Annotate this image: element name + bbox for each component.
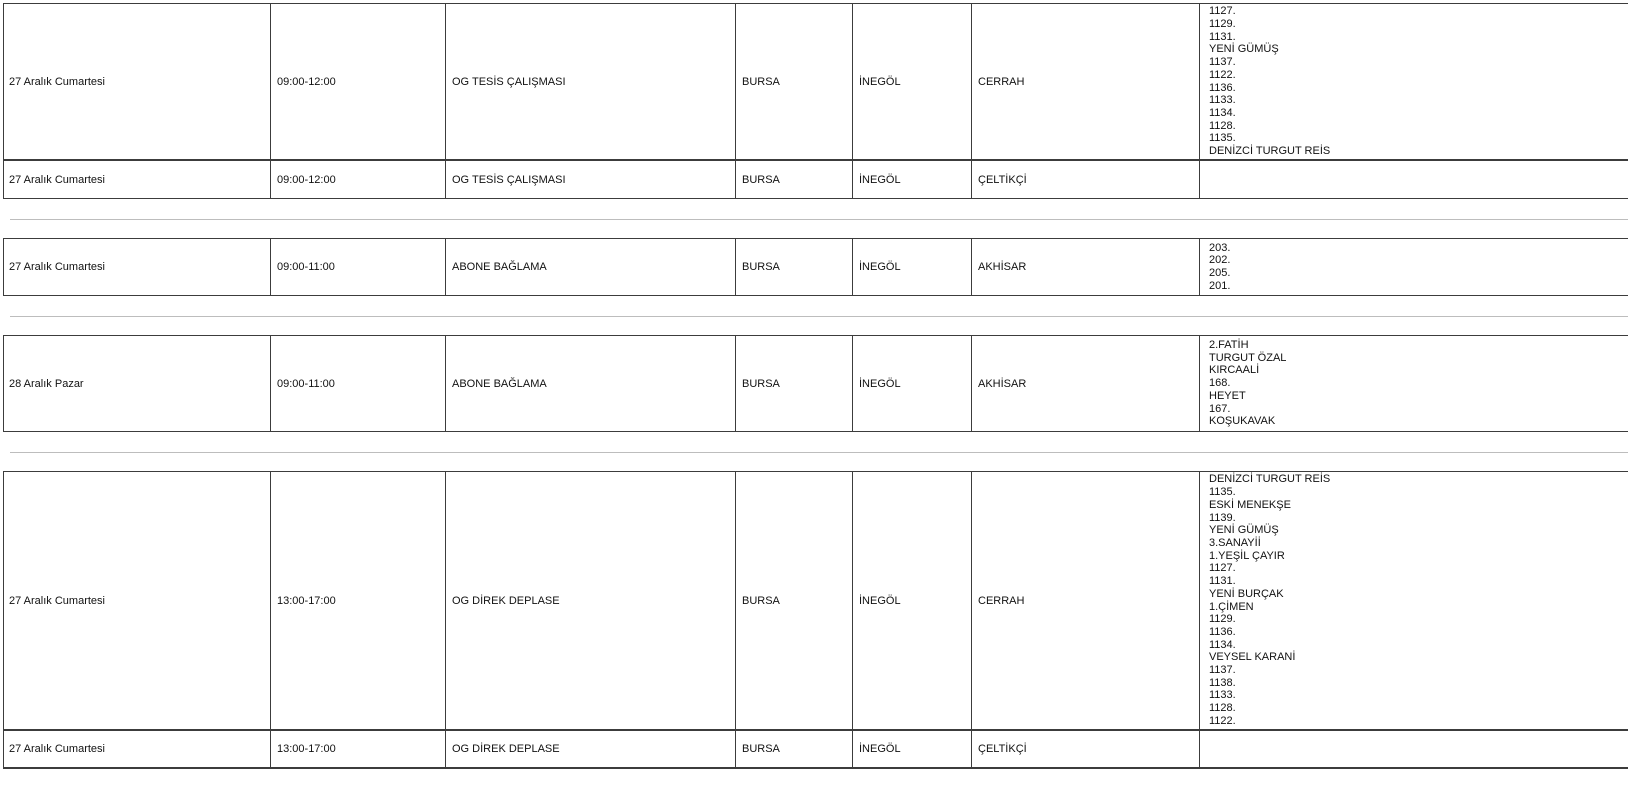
district-text: İNEGÖL bbox=[859, 743, 901, 755]
street-name: 167. bbox=[1209, 402, 1231, 415]
street-name: 1128. bbox=[1209, 119, 1236, 132]
time-cell bbox=[270, 160, 445, 199]
time-text: 09:00-11:00 bbox=[277, 377, 335, 390]
time-cell bbox=[270, 238, 445, 296]
district-cell bbox=[852, 3, 971, 160]
street-name: 1127. bbox=[1209, 5, 1236, 18]
table-row bbox=[0, 160, 1628, 199]
date-cell bbox=[3, 471, 270, 730]
date-cell bbox=[3, 730, 270, 768]
date-cell bbox=[3, 160, 270, 199]
street-name: 1133. bbox=[1209, 689, 1236, 702]
district-text: İNEGÖL bbox=[859, 261, 901, 273]
reason-cell bbox=[445, 730, 735, 768]
reason-text: ABONE BAĞLAMA bbox=[452, 377, 547, 390]
street-name: 1137. bbox=[1209, 664, 1236, 677]
street-name: 1135. bbox=[1209, 132, 1236, 145]
street-name: DENİZCİ TURGUT REİS bbox=[1209, 473, 1331, 486]
reason-cell bbox=[445, 238, 735, 296]
neighborhood-text: ÇELTİKÇİ bbox=[978, 743, 1027, 755]
street-name: 1134. bbox=[1209, 638, 1236, 651]
street-name: 2.FATİH bbox=[1209, 339, 1249, 352]
street-name: 202. bbox=[1209, 254, 1231, 267]
district-cell bbox=[852, 730, 971, 768]
neighborhood-text: CERRAH bbox=[978, 75, 1025, 88]
city-cell bbox=[735, 3, 852, 160]
city-text: BURSA bbox=[742, 173, 780, 186]
district-text: İNEGÖL bbox=[859, 75, 901, 88]
time-text: 13:00-17:00 bbox=[277, 743, 336, 755]
city-cell bbox=[735, 335, 852, 432]
date-text: 27 Aralık Cumartesi bbox=[9, 743, 105, 755]
street-name: 1134. bbox=[1209, 106, 1236, 119]
district-text: İNEGÖL bbox=[859, 173, 901, 186]
city-text: BURSA bbox=[742, 377, 780, 390]
district-text: İNEGÖL bbox=[859, 594, 901, 607]
neighborhood-cell bbox=[971, 238, 1199, 296]
time-text: 09:00-12:00 bbox=[277, 75, 336, 88]
street-name: 1135. bbox=[1209, 486, 1236, 499]
table-bottom-border bbox=[3, 768, 1628, 769]
street-name: 203. bbox=[1209, 241, 1231, 254]
neighborhood-text: AKHİSAR bbox=[978, 261, 1027, 273]
street-name: 205. bbox=[1209, 267, 1231, 279]
time-text: 13:00-17:00 bbox=[277, 594, 336, 607]
neighborhood-cell bbox=[971, 730, 1199, 768]
street-name: YENİ GÜMÜŞ bbox=[1209, 43, 1279, 56]
street-name: 168. bbox=[1209, 377, 1231, 390]
streets-cell bbox=[1199, 471, 1628, 730]
city-text: BURSA bbox=[742, 261, 780, 273]
district-cell bbox=[852, 160, 971, 199]
separator-rule bbox=[10, 316, 1628, 317]
street-name: YENİ BURÇAK bbox=[1209, 587, 1284, 600]
streets-cell bbox=[1199, 160, 1628, 199]
date-text: 27 Aralık Cumartesi bbox=[9, 75, 105, 88]
district-cell bbox=[852, 238, 971, 296]
neighborhood-cell bbox=[971, 335, 1199, 432]
neighborhood-cell bbox=[971, 3, 1199, 160]
neighborhood-text: CERRAH bbox=[978, 594, 1025, 607]
street-name: 1122. bbox=[1209, 68, 1236, 81]
street-name: YENİ GÜMÜŞ bbox=[1209, 524, 1279, 537]
streets-cell bbox=[1199, 730, 1628, 768]
reason-text: OG TESİS ÇALIŞMASI bbox=[452, 75, 566, 88]
city-cell bbox=[735, 471, 852, 730]
reason-cell bbox=[445, 3, 735, 160]
neighborhood-cell bbox=[971, 471, 1199, 730]
reason-cell bbox=[445, 471, 735, 730]
street-name: 1131. bbox=[1209, 30, 1236, 43]
separator-rule bbox=[10, 219, 1628, 220]
district-cell bbox=[852, 471, 971, 730]
street-name: 1127. bbox=[1209, 562, 1236, 575]
city-text: BURSA bbox=[742, 75, 780, 88]
date-text: 27 Aralık Cumartesi bbox=[9, 261, 105, 273]
table-row bbox=[0, 730, 1628, 768]
district-text: İNEGÖL bbox=[859, 377, 901, 390]
street-name: 1129. bbox=[1209, 17, 1236, 30]
date-text: 28 Aralık Pazar bbox=[9, 377, 84, 390]
street-name: KOŞUKAVAK bbox=[1209, 415, 1276, 428]
street-name: HEYET bbox=[1209, 389, 1246, 402]
street-name: DENİZCİ TURGUT REİS bbox=[1209, 145, 1331, 158]
city-cell bbox=[735, 238, 852, 296]
time-cell bbox=[270, 335, 445, 432]
street-name: 1.ÇİMEN bbox=[1209, 600, 1254, 613]
reason-text: OG DİREK DEPLASE bbox=[452, 743, 560, 755]
neighborhood-cell bbox=[971, 160, 1199, 199]
street-name: 201. bbox=[1209, 279, 1231, 292]
table-row bbox=[0, 238, 1628, 296]
table-row bbox=[0, 471, 1628, 730]
street-name: ESKİ MENEKŞE bbox=[1209, 498, 1291, 511]
street-name: 1.YEŞİL ÇAYIR bbox=[1209, 549, 1285, 562]
city-text: BURSA bbox=[742, 594, 780, 607]
streets-cell bbox=[1199, 3, 1628, 160]
street-name: 1133. bbox=[1209, 94, 1236, 107]
time-cell bbox=[270, 3, 445, 160]
date-cell bbox=[3, 238, 270, 296]
table-row bbox=[0, 335, 1628, 432]
reason-cell bbox=[445, 335, 735, 432]
city-cell bbox=[735, 160, 852, 199]
table-row bbox=[0, 3, 1628, 160]
time-cell bbox=[270, 730, 445, 768]
date-cell bbox=[3, 335, 270, 432]
neighborhood-text: ÇELTİKÇİ bbox=[978, 173, 1027, 186]
streets-cell bbox=[1199, 238, 1628, 296]
street-name: VEYSEL KARANİ bbox=[1209, 651, 1296, 664]
date-text: 27 Aralık Cumartesi bbox=[9, 173, 105, 186]
street-name: 1138. bbox=[1209, 676, 1236, 689]
time-text: 09:00-12:00 bbox=[277, 173, 336, 186]
neighborhood-text: AKHİSAR bbox=[978, 377, 1027, 390]
time-cell bbox=[270, 471, 445, 730]
street-name: 3.SANAYİİ bbox=[1209, 536, 1261, 549]
street-name: 1137. bbox=[1209, 56, 1236, 69]
reason-text: OG TESİS ÇALIŞMASI bbox=[452, 173, 566, 186]
city-cell bbox=[735, 730, 852, 768]
street-name: 1129. bbox=[1209, 613, 1236, 626]
city-text: BURSA bbox=[742, 743, 780, 755]
street-name: 1131. bbox=[1209, 575, 1236, 588]
date-text: 27 Aralık Cumartesi bbox=[9, 594, 105, 607]
time-text: 09:00-11:00 bbox=[277, 261, 335, 273]
street-name: 1139. bbox=[1209, 511, 1236, 524]
street-name: 1128. bbox=[1209, 702, 1236, 715]
reason-cell bbox=[445, 160, 735, 199]
date-cell bbox=[3, 3, 270, 160]
district-cell bbox=[852, 335, 971, 432]
streets-cell bbox=[1199, 335, 1628, 432]
street-name: KIRCAALİ bbox=[1209, 364, 1260, 377]
street-name: TURGUT ÖZAL bbox=[1209, 351, 1287, 364]
separator-rule bbox=[10, 452, 1628, 453]
reason-text: ABONE BAĞLAMA bbox=[452, 261, 547, 273]
street-name: 1122. bbox=[1209, 714, 1236, 727]
street-name: 1136. bbox=[1209, 625, 1236, 638]
reason-text: OG DİREK DEPLASE bbox=[452, 594, 560, 607]
street-name: 1136. bbox=[1209, 81, 1236, 94]
